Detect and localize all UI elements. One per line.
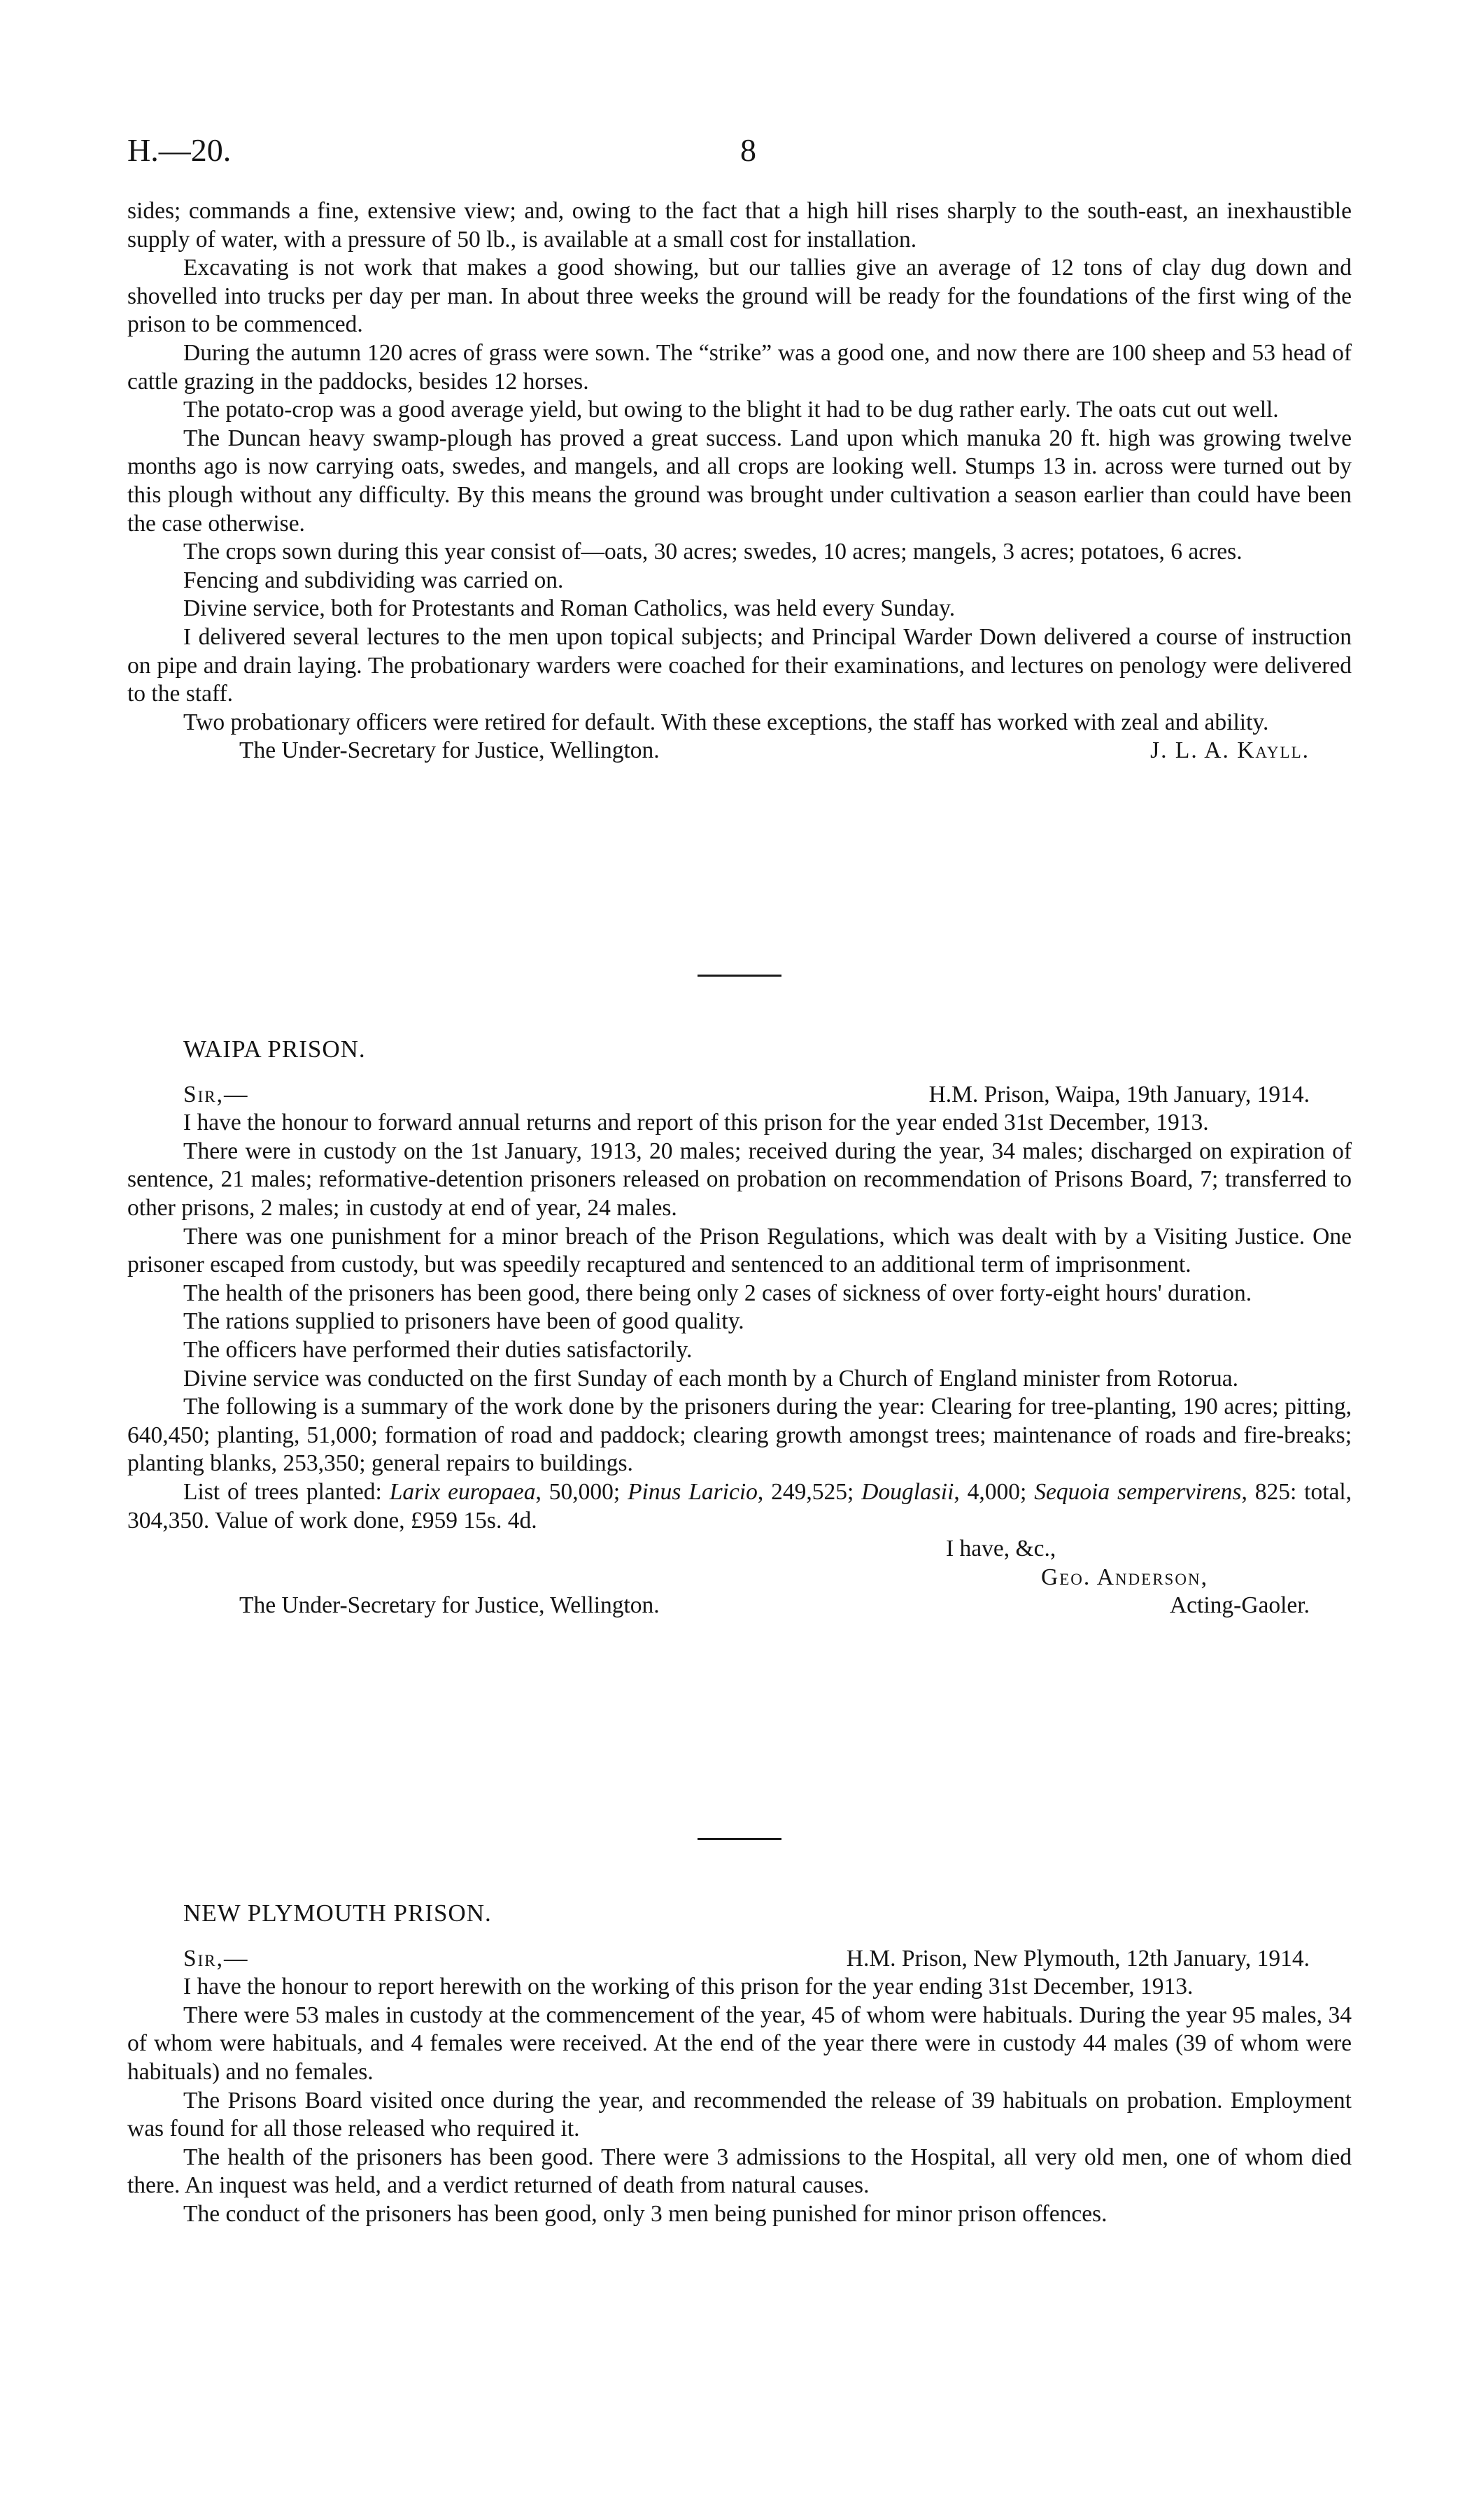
section-divider (698, 975, 781, 977)
signoff-row (127, 1592, 1352, 1620)
paragraph: There were 53 males in custody at the commencement of the year, 45 of whom were habituals. During the year 95 males, 34 of whom were habituals, and 4 females were received. At the end of the year there were in custody 44 males (39 of whom were habituals) and no females. (127, 2002, 1352, 2085)
signer: Geo. Anderson, (1041, 1564, 1208, 1590)
paragraph: Fencing and subdividing was carried on. (183, 567, 564, 593)
dateline-row (127, 1081, 1352, 1110)
section-title: WAIPA PRISON. (183, 1035, 366, 1063)
salutation: Sir,— (183, 1081, 249, 1107)
paragraph: The health of the prisoners has been good, there being only 2 cases of sickness of over forty-eight hours' duration. (183, 1280, 1252, 1306)
dateline: H.M. Prison, New Plymouth, 12th January, 1914. (846, 1945, 1310, 1972)
paragraph: Excavating is not work that makes a good showing, but our tallies give an average of 12 tons of clay dug down and shovelled into trucks per day per man. In about three weeks the ground will be ready for the foundations of the first wing of the prison to be commenced. (127, 255, 1352, 338)
section-new-plymouth (127, 1899, 1352, 2229)
signature: J. L. A. Kayll. (1150, 737, 1310, 764)
paragraph: The health of the prisoners has been good. There were 3 admissions to the Hospital, all very old men, one of whom died there. An inquest was held, and a verdict returned of death from natural causes. (127, 2144, 1352, 2199)
paragraph: There were in custody on the 1st January, 1913, 20 males; received during the year, 34 males; discharged on expiration of sentence, 21 males; reformative-detention prisoners released on probation on recommendation of Prisons Board, 7; transferred to other prisons, 2 males; in custody at end of year, 24 males. (127, 1138, 1352, 1221)
species-name: Sequoia sempervirens (1034, 1478, 1242, 1505)
section-divider (698, 1838, 781, 1840)
species-name: Douglasii (861, 1478, 954, 1505)
paragraph: The rations supplied to prisoners have been of good quality. (183, 1308, 744, 1335)
species-name: Pinus Laricio (628, 1478, 758, 1505)
paragraph: The following is a summary of the work done by the prisoners during the year: Clearing for tree-planting, 190 acres; pitting, 640,450; planting, 51,000; formation of road and paddock; clearing growth amongst trees; maintenance of roads and fire-breaks; planting blanks, 253,350; general repairs to buildings. (127, 1394, 1352, 1477)
paragraph: I delivered several lectures to the men upon topical subjects; and Principal Warder Down delivered a course of instruction on pipe and drain laying. The probationary warders were coached for their examinations, and lectures on penology were delivered to the staff. (127, 623, 1352, 707)
closing: I have, &c., (946, 1536, 1056, 1562)
signer-title: Acting-Gaoler. (1169, 1592, 1310, 1619)
document-reference: H.—20. (127, 132, 232, 168)
trees-planted-paragraph: List of trees planted: Larix europaea, 50,000; Pinus Laricio, 249,525; Douglasii, 4,000; Sequoia sempervirens, 825: total, 304,350. Value of work done, £959 15s. 4d. (127, 1478, 1352, 1534)
paragraph: The Duncan heavy swamp-plough has proved a great success. Land upon which manuka 20 ft. high was growing twelve months ago is now carrying oats, swedes, and mangels, and all crops are looking well. Stumps 13 in. across were turned out by this plough without any difficulty. By this means the ground was brought under cultivation a season earlier than could have been the case otherwise. (127, 425, 1352, 537)
section-kaingaroa-continuation (127, 197, 1352, 765)
paragraph: I have the honour to forward annual returns and report of this prison for the year ended 31st December, 1913. (183, 1110, 1209, 1136)
dateline: H.M. Prison, Waipa, 19th January, 1914. (928, 1081, 1310, 1107)
paragraph: Two probationary officers were retired for default. With these exceptions, the staff has worked with zeal and ability. (183, 709, 1269, 735)
dateline-row (127, 1945, 1352, 1974)
paragraph: The conduct of the prisoners has been good, only 3 men being punished for minor prison offences. (183, 2200, 1108, 2227)
addressee: The Under-Secretary for Justice, Wellington. (239, 1592, 660, 1619)
paragraph: Divine service, both for Protestants and Roman Catholics, was held every Sunday. (183, 595, 956, 622)
section-waipa (127, 1035, 1352, 1620)
paragraph: Divine service was conducted on the first Sunday of each month by a Church of England minister from Rotorua. (183, 1365, 1239, 1392)
paragraph: The Prisons Board visited once during the year, and recommended the release of 39 habituals on probation. Employment was found for all those released who required it. (127, 2087, 1352, 2142)
page-number: 8 (740, 132, 756, 168)
section-title: NEW PLYMOUTH PRISON. (183, 1899, 492, 1927)
paragraph: The officers have performed their duties satisfactorily. (183, 1336, 693, 1363)
paragraph: The potato-crop was a good average yield, but owing to the blight it had to be dug rather early. The oats cut out well. (183, 397, 1279, 423)
paragraph: During the autumn 120 acres of grass were sown. The “strike” was a good one, and now there are 100 sheep and 53 head of cattle grazing in the paddocks, besides 12 horses. (127, 339, 1352, 395)
species-name: Larix europaea (389, 1478, 536, 1505)
paragraph: sides; commands a fine, extensive view; and, owing to the fact that a high hill rises sharply to the south-east, an inexhaustible supply of water, with a pressure of 50 lb., is available at a small cost for installation. (127, 198, 1352, 253)
addressee: The Under-Secretary for Justice, Wellington. (239, 737, 660, 764)
paragraph: There was one punishment for a minor breach of the Prison Regulations, which was dealt with by a Visiting Justice. One prisoner escaped from custody, but was speedily recaptured and sentenced to an additional term of imprisonment. (127, 1223, 1352, 1278)
signoff-row (127, 737, 1352, 765)
salutation: Sir,— (183, 1945, 249, 1972)
paragraph: I have the honour to report herewith on the working of this prison for the year ending 31st December, 1913. (183, 1974, 1194, 2000)
paragraph: The crops sown during this year consist of—oats, 30 acres; swedes, 10 acres; mangels, 3 acres; potatoes, 6 acres. (183, 539, 1243, 565)
